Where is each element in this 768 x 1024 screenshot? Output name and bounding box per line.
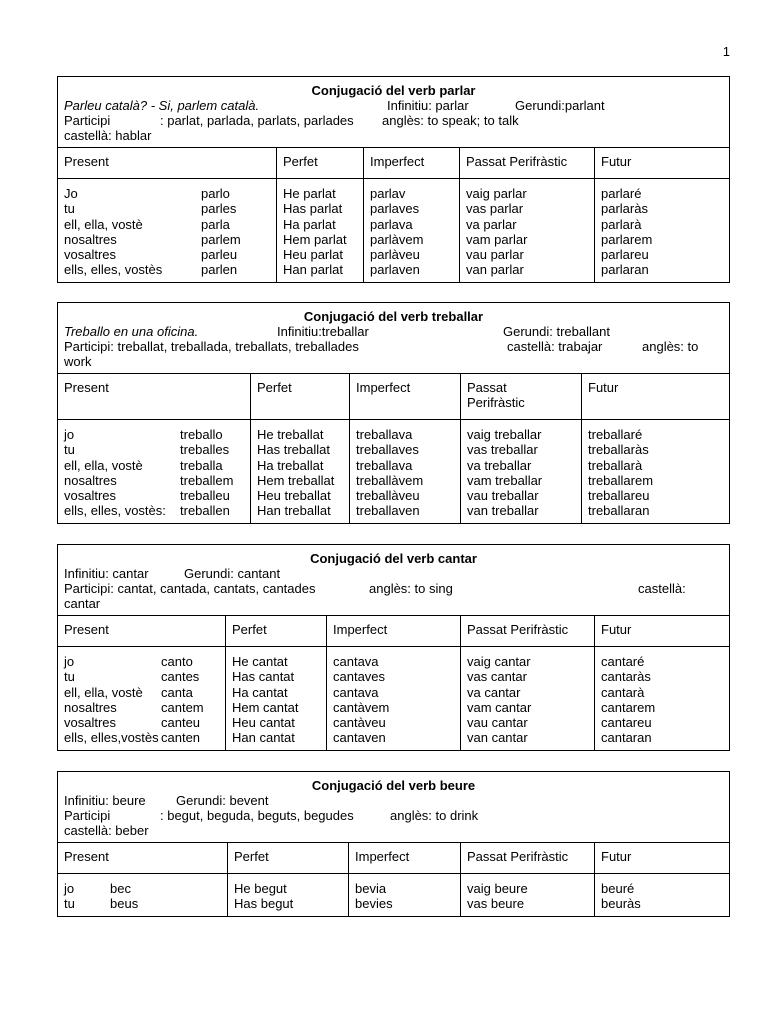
conjugation-cell: Hem cantat: [232, 699, 299, 715]
conjugation-cell: beuràs: [601, 896, 641, 912]
gerund: Gerundi:parlant: [515, 98, 605, 113]
spanish-translation: castellà:: [638, 581, 686, 596]
conjugation-cell: parlaré: [601, 186, 642, 201]
column-header: Imperfect: [349, 843, 461, 873]
conjugation-cell: Has cantat: [232, 669, 295, 685]
table-header: [58, 772, 729, 843]
imperfect-column: [364, 179, 460, 282]
conjugation-cell: cantaré: [601, 654, 645, 669]
present-column: [58, 420, 251, 523]
participle: : begut, beguda, beguts, begudes: [160, 808, 354, 823]
column-header: Perfet: [226, 616, 327, 646]
infinitive: Infinitiu: beure: [64, 793, 146, 808]
perifrastic-column: [461, 874, 595, 916]
conjugation-cell: Has begut: [234, 896, 294, 912]
table-header: [58, 545, 729, 616]
conjugation-cell: vam cantar: [467, 699, 532, 715]
column-header: Passat Perifràstic: [461, 843, 595, 873]
conjugation-cell: parlarà: [601, 216, 642, 232]
conjugation-body: [58, 179, 729, 282]
pronoun: jo: [64, 654, 75, 669]
present-row: [64, 458, 244, 473]
present-row: [64, 427, 244, 442]
present-column: [58, 179, 277, 282]
column-headers: [58, 374, 729, 420]
present-form: treballeu: [180, 488, 230, 504]
example-sentence: Treballo en una oficina.: [64, 324, 199, 339]
present-row: [64, 488, 244, 503]
column-header: Futur: [601, 154, 632, 169]
perfet-column: [251, 420, 350, 523]
conjugation-cell: Heu parlat: [283, 247, 343, 263]
table-title: Conjugació del verb cantar: [310, 551, 477, 566]
present-row: [64, 262, 270, 277]
futur-column: [595, 647, 729, 750]
conjugation-cell: cantaràs: [601, 669, 651, 685]
conjugation-cell: treballaré: [588, 427, 643, 442]
column-header: Perfet: [277, 148, 364, 178]
pronoun: ells, elles, vostès: [64, 262, 163, 278]
pronoun: Jo: [64, 186, 78, 201]
perifrastic-column: [461, 420, 582, 523]
pronoun: tu: [64, 201, 75, 217]
conjugation-cell: va parlar: [466, 216, 517, 232]
conjugation-cell: cantaves: [333, 669, 386, 685]
table-header: [58, 303, 729, 374]
present-form: treballa: [180, 457, 223, 473]
conjugation-cell: van parlar: [466, 262, 524, 278]
conjugation-cell: treballaves: [356, 442, 419, 458]
conjugation-body: [58, 647, 729, 750]
conjugation-cell: vaig cantar: [467, 654, 531, 669]
conjugation-cell: cantava: [333, 654, 379, 669]
pronoun: tu: [64, 669, 75, 685]
present-row: [64, 442, 244, 457]
present-form: parleu: [201, 247, 238, 263]
conjugation-cell: vas cantar: [467, 669, 527, 685]
table-beure: [57, 771, 730, 917]
infinitive: Infinitiu:treballar: [277, 324, 369, 339]
present-form: canten: [161, 730, 201, 746]
page-number: 1: [722, 44, 730, 59]
present-form: treballem: [180, 472, 234, 488]
conjugation-body: [58, 420, 729, 523]
conjugation-cell: treballava: [356, 427, 413, 442]
conjugation-cell: He parlat: [283, 186, 336, 201]
conjugation-cell: treballarà: [588, 457, 643, 473]
conjugation-cell: treballaven: [356, 503, 420, 519]
conjugation-cell: He begut: [234, 881, 287, 896]
present-form: canteu: [161, 715, 201, 731]
conjugation-cell: cantaven: [333, 730, 386, 746]
present-row: [64, 685, 219, 700]
conjugation-cell: cantava: [333, 684, 379, 700]
conjugation-body: [58, 874, 729, 916]
present-row: [64, 669, 219, 684]
column-header-passat: [461, 374, 582, 419]
table-cantar: [57, 544, 730, 751]
conjugation-cell: cantaran: [601, 730, 652, 746]
present-row: [64, 473, 244, 488]
pronoun: nosaltres: [64, 699, 117, 715]
conjugation-cell: Has treballat: [257, 442, 330, 458]
conjugation-cell: treballàveu: [356, 488, 420, 504]
pronoun: ell, ella, vostè: [64, 457, 143, 473]
spanish-translation-continued: cantar: [64, 596, 101, 611]
present-form: beus: [110, 896, 139, 912]
conjugation-cell: bevia: [355, 881, 387, 896]
conjugation-cell: parlaràs: [601, 201, 648, 217]
conjugation-cell: parlàvem: [370, 231, 424, 247]
conjugation-cell: vaig parlar: [466, 186, 527, 201]
present-form: parlem: [201, 231, 241, 247]
conjugation-cell: beuré: [601, 881, 635, 896]
present-form: treballo: [180, 427, 223, 442]
conjugation-cell: cantarem: [601, 699, 656, 715]
participle: Participi: treballat, treballada, treballats, treballades: [64, 339, 359, 354]
futur-column: [595, 179, 729, 282]
spanish-translation: castellà: trabajar: [507, 339, 603, 354]
present-row: [64, 186, 270, 201]
spanish-translation: castellà: hablar: [64, 128, 152, 143]
conjugation-cell: vas parlar: [466, 201, 524, 217]
present-row: [64, 503, 244, 518]
conjugation-cell: vaig beure: [467, 881, 528, 896]
column-header: Passat Perifràstic: [460, 148, 595, 178]
conjugation-cell: parlàveu: [370, 247, 420, 263]
conjugation-cell: va cantar: [467, 684, 521, 700]
spanish-translation: castellà: beber: [64, 823, 149, 838]
present-row: [64, 700, 219, 715]
present-row: [64, 654, 219, 669]
conjugation-cell: vaig treballar: [467, 427, 542, 442]
pronoun: ell, ella, vostè: [64, 684, 143, 700]
present-form: bec: [110, 881, 131, 896]
present-row: [64, 896, 221, 911]
column-header: Imperfect: [350, 374, 461, 419]
conjugation-cell: cantareu: [601, 715, 652, 731]
table-treballar: [57, 302, 730, 524]
imperfect-column: [349, 874, 461, 916]
conjugation-cell: parlava: [370, 216, 413, 232]
present-form: treballes: [180, 442, 230, 458]
conjugation-cell: vau treballar: [467, 488, 539, 504]
conjugation-cell: cantarà: [601, 684, 645, 700]
english-translation: anglès: to sing: [369, 581, 453, 596]
conjugation-cell: Ha parlat: [283, 216, 336, 232]
present-row: [64, 201, 270, 216]
column-header: Passat Perifràstic: [461, 616, 595, 646]
present-form: treballen: [180, 503, 230, 519]
present-form: parlen: [201, 262, 238, 278]
conjugation-cell: parlav: [370, 186, 406, 201]
english-translation: anglès: to: [642, 339, 699, 354]
column-header: Perfet: [251, 374, 350, 419]
conjugation-cell: Heu cantat: [232, 715, 295, 731]
perfet-column: [226, 647, 327, 750]
column-headers: [58, 148, 729, 179]
conjugation-cell: treballarem: [588, 472, 654, 488]
present-form: parles: [201, 201, 237, 217]
column-header: Imperfect: [364, 148, 460, 178]
example-sentence: Parleu català? - Si, parlem català.: [64, 98, 260, 113]
present-row: [64, 730, 219, 745]
conjugation-cell: treballàvem: [356, 472, 424, 488]
conjugation-cell: vas beure: [467, 896, 525, 912]
conjugation-cell: Heu treballat: [257, 488, 331, 504]
present-column: [58, 647, 226, 750]
present-form: parlo: [201, 186, 230, 201]
imperfect-column: [327, 647, 461, 750]
conjugation-cell: parlareu: [601, 247, 649, 263]
conjugation-cell: parlaven: [370, 262, 420, 278]
column-headers: [58, 843, 729, 874]
english-translation-continued: work: [64, 354, 92, 369]
column-header: Futur: [601, 849, 632, 864]
column-header: Present: [58, 616, 226, 646]
pronoun: ell, ella, vostè: [64, 216, 143, 232]
conjugation-cell: vam parlar: [466, 231, 528, 247]
pronoun: ells, elles, vostès:: [64, 503, 166, 519]
pronoun: tu: [64, 896, 75, 912]
conjugation-cell: vas treballar: [467, 442, 538, 458]
pronoun: nosaltres: [64, 472, 117, 488]
table-parlar: [57, 76, 730, 283]
conjugation-cell: cantàvem: [333, 699, 390, 715]
conjugation-cell: bevies: [355, 896, 393, 912]
conjugation-cell: parlarem: [601, 231, 653, 247]
column-header-line: Passat: [467, 380, 507, 395]
column-header: Futur: [601, 622, 632, 637]
column-header: Present: [58, 374, 251, 419]
present-row: [64, 217, 270, 232]
table-header: [58, 77, 729, 148]
conjugation-cell: vau cantar: [467, 715, 528, 731]
present-form: cantes: [161, 669, 200, 685]
conjugation-cell: treballaran: [588, 503, 650, 519]
pronoun: ells, elles,vostès: [64, 730, 159, 746]
conjugation-cell: van treballar: [467, 503, 539, 519]
perifrastic-column: [461, 647, 595, 750]
futur-column: [582, 420, 729, 523]
participle-label: Participi: [64, 113, 111, 128]
present-form: parla: [201, 216, 230, 232]
conjugation-cell: cantàveu: [333, 715, 386, 731]
participle: Participi: cantat, cantada, cantats, cantades: [64, 581, 316, 596]
conjugation-cell: vau parlar: [466, 247, 524, 263]
column-header: Present: [58, 843, 228, 873]
conjugation-cell: Hem treballat: [257, 472, 335, 488]
pronoun: vosaltres: [64, 715, 117, 731]
pronoun: tu: [64, 442, 75, 458]
conjugation-cell: vam treballar: [467, 472, 543, 488]
conjugation-cell: Hem parlat: [283, 231, 347, 247]
conjugation-cell: treballava: [356, 457, 413, 473]
conjugation-cell: treballaràs: [588, 442, 649, 458]
conjugation-cell: va treballar: [467, 457, 532, 473]
conjugation-cell: van cantar: [467, 730, 528, 746]
gerund: Gerundi: bevent: [176, 793, 269, 808]
conjugation-cell: parlaran: [601, 262, 649, 278]
column-header: Imperfect: [327, 616, 461, 646]
present-form: canta: [161, 684, 193, 700]
conjugation-cell: Has parlat: [283, 201, 343, 217]
perfet-column: [277, 179, 364, 282]
participle: : parlat, parlada, parlats, parlades: [160, 113, 354, 128]
gerund: Gerundi: treballant: [503, 324, 610, 339]
pronoun: jo: [64, 427, 75, 442]
pronoun: vosaltres: [64, 247, 117, 263]
conjugation-cell: Han cantat: [232, 730, 295, 746]
pronoun: nosaltres: [64, 231, 117, 247]
conjugation-cell: He treballat: [257, 427, 324, 442]
present-row: [64, 881, 221, 896]
pronoun: vosaltres: [64, 488, 117, 504]
participle-label: Participi: [64, 808, 111, 823]
table-title: Conjugació del verb parlar: [311, 83, 476, 98]
present-column: [58, 874, 228, 916]
present-row: [64, 715, 219, 730]
conjugation-cell: Ha treballat: [257, 457, 324, 473]
present-row: [64, 247, 270, 262]
conjugation-cell: He cantat: [232, 654, 288, 669]
perfet-column: [228, 874, 349, 916]
conjugation-cell: Han treballat: [257, 503, 331, 519]
present-row: [64, 232, 270, 247]
imperfect-column: [350, 420, 461, 523]
column-headers: [58, 616, 729, 647]
pronoun: jo: [64, 881, 75, 896]
perifrastic-column: [460, 179, 595, 282]
gerund: Gerundi: cantant: [184, 566, 281, 581]
conjugation-cell: Han parlat: [283, 262, 343, 278]
futur-column: [595, 874, 729, 916]
column-header: Futur: [588, 380, 619, 395]
english-translation: anglès: to drink: [390, 808, 479, 823]
infinitive: Infinitiu: cantar: [64, 566, 149, 581]
english-translation: anglès: to speak; to talk: [382, 113, 519, 128]
table-title: Conjugació del verb beure: [311, 778, 476, 793]
conjugation-cell: parlaves: [370, 201, 420, 217]
infinitive: Infinitiu: parlar: [387, 98, 469, 113]
column-header: Present: [58, 148, 277, 178]
conjugation-cell: treballareu: [588, 488, 650, 504]
table-title: Conjugació del verb treballar: [303, 309, 484, 324]
conjugation-cell: Ha cantat: [232, 684, 288, 700]
present-form: cantem: [161, 699, 204, 715]
column-header-line: Perifràstic: [467, 395, 525, 410]
column-header: Perfet: [228, 843, 349, 873]
present-form: canto: [161, 654, 193, 669]
